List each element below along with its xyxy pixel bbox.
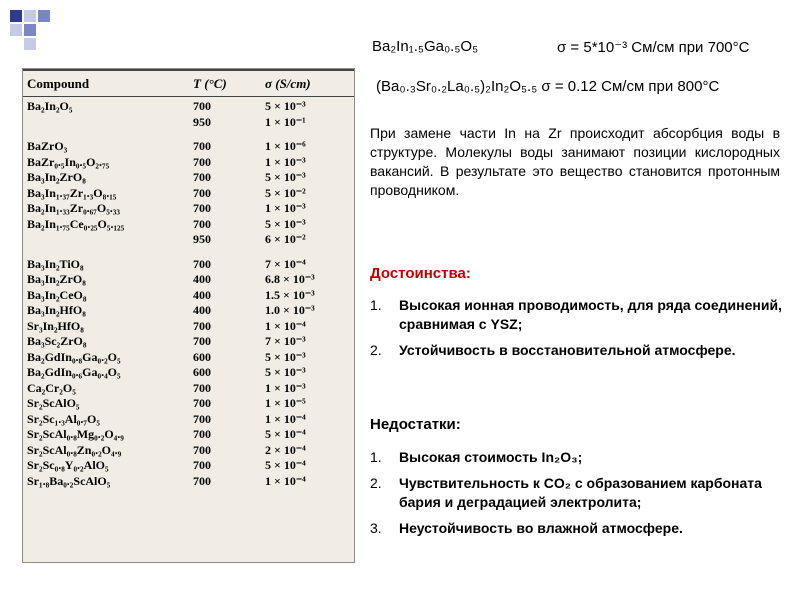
decor-square: [24, 38, 36, 50]
conductivity-cell: 1.5 × 10⁻³: [265, 287, 315, 302]
compound-cell: Sr₁.₈Ba₀.₂ScAlO₅: [27, 473, 111, 488]
temperature-cell: 700: [193, 380, 211, 395]
compound-cell: Ba₂GdIn₀.₆Ga₀.₄O₅: [27, 365, 121, 379]
description-paragraph: При замене части In на Zr происходит абсорбция воды в структуре. Молекулы воды занимают позиции кислородных вакансий. В результате это вещество становится протонным проводником.: [370, 125, 780, 198]
table-row: [23, 412, 354, 428]
table-row: [23, 427, 354, 443]
advantage-item: 2. Устойчивость в восстановительной атмосфере.: [370, 342, 736, 358]
temperature-cell: 700: [193, 216, 211, 231]
temperature-cell: 700: [193, 201, 211, 215]
compound-cell: Ba₃In₂ZrO₈: [27, 170, 86, 184]
compound-cell: Sr₂Sc₁.₃Al₀.₇O₅: [27, 411, 100, 426]
table-row: [23, 458, 354, 474]
temperature-cell: 700: [193, 396, 211, 410]
compound-cell: Ba₂In₁.₃₃Zr₀.₆₇O₅.₃₃: [27, 201, 120, 215]
compound-cell: Sr₂ScAl₀.₈Zn₀.₂O₄.₉: [27, 442, 122, 457]
conductivity-cell: 5 × 10⁻³: [265, 216, 306, 231]
conductivity-cell: 6.8 × 10⁻³: [265, 272, 315, 286]
temperature-cell: 700: [193, 139, 211, 153]
table-body: [23, 99, 354, 489]
table-header: [23, 69, 354, 97]
conductivity-cell: 1 × 10⁻⁴: [265, 411, 306, 426]
row-gap: [23, 130, 354, 139]
temperature-cell: 950: [193, 232, 211, 246]
table-row: [23, 115, 354, 131]
compound-cell: Ba₂GdIn₀.₈Ga₀.₂O₅: [27, 349, 121, 364]
decor-square: [10, 10, 22, 22]
header-temperature: T (°C): [193, 76, 227, 91]
conductivity-cell: 1 × 10⁻⁵: [265, 396, 306, 410]
table-row: [23, 272, 354, 288]
compound-cell: Ba₂In₂O₅: [27, 99, 73, 113]
disadvantage-item: 3. Неустойчивость во влажной атмосфере.: [370, 520, 683, 536]
disadvantage-item: 2. Чувствительность к CO₂ с образованием карбоната бария и деградацией электролита;: [370, 475, 762, 510]
conductivity-cell: 2 × 10⁻⁴: [265, 442, 306, 457]
conductivity-cell: 1 × 10⁻³: [265, 380, 306, 395]
header-compound: Compound: [27, 76, 90, 91]
disadvantage-item: 1. Высокая стоимость In₂O₃;: [370, 449, 583, 465]
table-row: [23, 201, 354, 217]
conductivity-table: [22, 68, 355, 563]
advantages-heading: Достоинства:: [370, 265, 471, 282]
temperature-cell: 700: [193, 170, 211, 184]
table-row: [23, 474, 354, 490]
compound-cell: Ba₂In₁.₇₅Ce₀.₂₅O₅.₁₂₅: [27, 216, 125, 231]
temperature-cell: 700: [193, 458, 211, 472]
disadvantages-heading: Недостатки:: [370, 416, 461, 433]
temperature-cell: 400: [193, 272, 211, 286]
conductivity-cell: 5 × 10⁻³: [265, 349, 306, 364]
temperature-cell: 700: [193, 442, 211, 457]
table-row: [23, 381, 354, 397]
temperature-cell: 700: [193, 318, 211, 333]
table-row: [23, 99, 354, 115]
advantage-item: 1. Высокая ионная проводимость, для ряда соединений, сравнимая с YSZ;: [370, 297, 782, 332]
temperature-cell: 700: [193, 256, 211, 271]
conductivity-cell: 7 × 10⁻⁴: [265, 256, 306, 271]
conductivity-cell: 1 × 10⁻³: [265, 201, 306, 215]
table-row: [23, 319, 354, 335]
conductivity-cell: 1 × 10⁻¹: [265, 114, 306, 129]
temperature-cell: 700: [193, 99, 211, 113]
conductivity-cell: 1 × 10⁻³: [265, 154, 306, 169]
conductivity-cell: 1 × 10⁻⁴: [265, 473, 306, 488]
temperature-cell: 700: [193, 154, 211, 169]
table-row: [23, 217, 354, 233]
table-row: [23, 334, 354, 350]
conductivity-cell: 6 × 10⁻²: [265, 232, 306, 246]
corner-decoration: [0, 0, 60, 50]
formula-ba2in-ga: Ba₂In₁.₅Ga₀.₅O₅: [372, 38, 479, 55]
temperature-cell: 400: [193, 303, 211, 317]
conductivity-cell: 1 × 10⁻⁴: [265, 318, 306, 333]
header-conductivity: σ (S/cm): [265, 76, 311, 91]
compound-cell: Sr₂ScAl₀.₈Mg₀.₂O₄.₉: [27, 427, 124, 441]
compound-cell: Ba₃In₁.₃₇Zr₁.₃O₈.₁₅: [27, 185, 117, 200]
table-row: [23, 288, 354, 304]
compound-cell: Ba₃In₂HfO₈: [27, 303, 86, 317]
decor-square: [10, 24, 22, 36]
temperature-cell: 400: [193, 287, 211, 302]
temperature-cell: 950: [193, 114, 211, 129]
conductivity-cell: 5 × 10⁻³: [265, 99, 306, 113]
decor-square: [24, 24, 36, 36]
conductivity-cell: 5 × 10⁻²: [265, 185, 306, 200]
compound-cell: Ca₂Cr₂O₅: [27, 380, 76, 395]
conductivity-cell: 5 × 10⁻³: [265, 365, 306, 379]
disadvantages-list: [370, 448, 790, 545]
temperature-cell: 600: [193, 365, 211, 379]
table-row: [23, 139, 354, 155]
compound-cell: Ba₃In₂ZrO₈: [27, 272, 86, 286]
table-row: [23, 350, 354, 366]
table-row: [23, 365, 354, 381]
formula-ba2in-ga-conductivity: σ = 5*10⁻³ См/см при 700°С: [557, 39, 750, 56]
compound-cell: Sr₃In₂HfO₈: [27, 318, 84, 333]
compound-cell: BaZrO₃: [27, 139, 68, 153]
temperature-cell: 700: [193, 473, 211, 488]
temperature-cell: 600: [193, 349, 211, 364]
temperature-cell: 700: [193, 427, 211, 441]
conductivity-cell: 7 × 10⁻³: [265, 334, 306, 348]
row-gap: [23, 248, 354, 257]
conductivity-cell: 1.0 × 10⁻³: [265, 303, 315, 317]
compound-cell: BaZr₀.₅In₀.₅O₂.₇₅: [27, 154, 110, 169]
formula-ba-sr-la: (Ba₀.₃Sr₀.₂La₀.₅)₂In₂O₅.₅ σ = 0.12 См/см при 800°С: [376, 78, 720, 95]
table-row: [23, 186, 354, 202]
compound-cell: Ba₃In₂TiO₈: [27, 256, 84, 271]
conductivity-cell: 5 × 10⁻⁴: [265, 427, 306, 441]
conductivity-cell: 5 × 10⁻⁴: [265, 458, 306, 472]
compound-cell: Ba₃In₂CeO₈: [27, 287, 87, 302]
table-row: [23, 303, 354, 319]
advantages-list: [370, 296, 790, 367]
temperature-cell: 700: [193, 411, 211, 426]
table-row: [23, 396, 354, 412]
temperature-cell: 700: [193, 185, 211, 200]
table-row: [23, 443, 354, 459]
compound-cell: Sr₂Sc₀.₈Y₀.₂AlO₅: [27, 458, 109, 472]
table-row: [23, 257, 354, 273]
compound-cell: Ba₃Sc₂ZrO₈: [27, 334, 87, 348]
decor-square: [38, 10, 50, 22]
table-row: [23, 232, 354, 248]
decor-square: [24, 10, 36, 22]
table-row: [23, 155, 354, 171]
conductivity-cell: 1 × 10⁻⁶: [265, 139, 306, 153]
compound-cell: Sr₂ScAlO₅: [27, 396, 80, 410]
temperature-cell: 700: [193, 334, 211, 348]
table-row: [23, 170, 354, 186]
conductivity-cell: 5 × 10⁻³: [265, 170, 306, 184]
